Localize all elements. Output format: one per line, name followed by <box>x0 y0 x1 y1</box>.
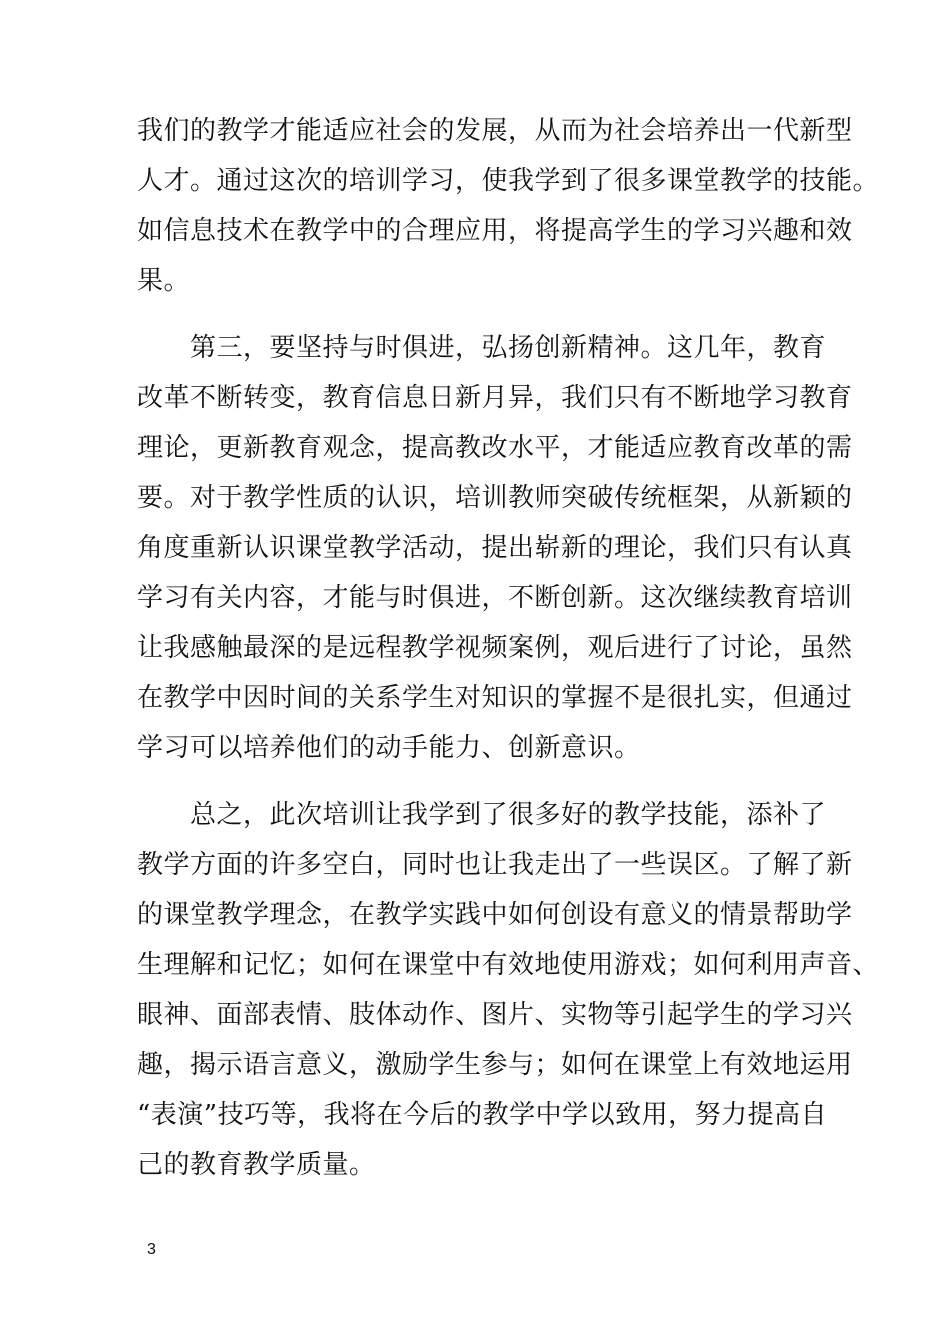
paragraph-3 <box>137 790 880 1190</box>
paragraph-gap <box>137 306 837 323</box>
text-line: 角度重新认识课堂教学活动，提出崭新的理论，我们只有认真 <box>137 533 853 563</box>
text-line: 要。对于教学性质的认识，培训教师突破传统框架，从新颖的 <box>137 483 853 513</box>
text-line: 理论，更新教育观念，提高教改水平，才能适应教育改革的需 <box>137 433 853 463</box>
paragraph-gap <box>137 773 837 790</box>
paragraph-1 <box>137 106 880 306</box>
paragraph-2 <box>137 323 853 773</box>
page-number: 3 <box>147 1241 156 1258</box>
text-line: 让我感触最深的是远程教学视频案例，观后进行了讨论，虽然 <box>137 633 853 663</box>
text-line: 改革不断转变，教育信息日新月异，我们只有不断地学习教育 <box>137 383 853 413</box>
text-line: 在教学中因时间的关系学生对知识的掌握不是很扎实，但通过 <box>137 683 853 713</box>
text-line: 人才。通过这次的培训学习，使我学到了很多课堂教学的技能。 <box>137 166 880 196</box>
text-line: 学习有关内容，才能与时俱进，不断创新。这次继续教育培训 <box>137 583 853 613</box>
text-line: 第三，要坚持与时俱进，弘扬创新精神。这几年，教育 <box>137 333 827 363</box>
text-line: 学习可以培养他们的动手能力、创新意识。 <box>137 733 641 763</box>
text-line: 我们的教学才能适应社会的发展，从而为社会培养出一代新型 <box>137 116 853 146</box>
text-line: “表演”技巧等，我将在今后的教学中学以致用，努力提高自 <box>137 1100 828 1130</box>
text-line: 己的教育教学质量。 <box>137 1150 376 1180</box>
text-line: 趣，揭示语言意义，激励学生参与；如何在课堂上有效地运用 <box>137 1050 853 1080</box>
text-line: 如信息技术在教学中的合理应用，将提高学生的学习兴趣和效 <box>137 216 853 246</box>
text-line: 总之，此次培训让我学到了很多好的教学技能，添补了 <box>137 800 827 830</box>
text-line: 生理解和记忆；如何在课堂中有效地使用游戏；如何利用声音、 <box>137 950 880 980</box>
text-line: 果。 <box>137 266 191 296</box>
text-line: 的课堂教学理念，在教学实践中如何创设有意义的情景帮助学 <box>137 900 853 930</box>
document-body <box>137 106 880 1190</box>
text-line: 眼神、面部表情、肢体动作、图片、实物等引起学生的学习兴 <box>137 1000 853 1030</box>
text-line: 教学方面的许多空白，同时也让我走出了一些误区。了解了新 <box>137 850 853 880</box>
